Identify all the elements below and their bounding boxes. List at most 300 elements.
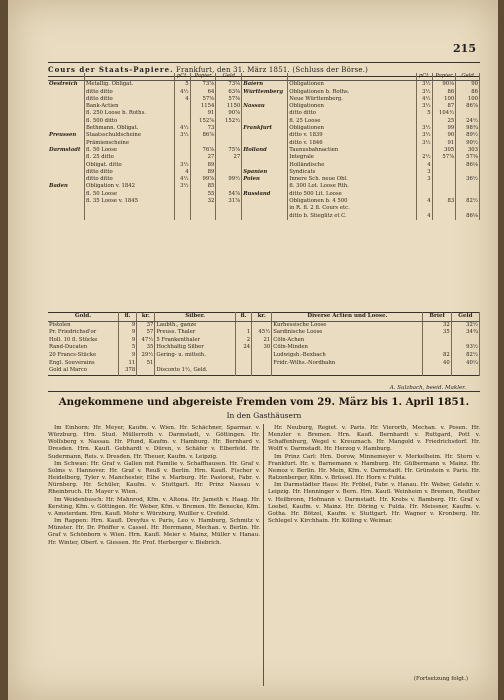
gold-cell: 37 [137,321,155,329]
table-cell: Obligationen [288,125,417,132]
table-cell: Frankfurt [242,125,288,132]
table-row [48,183,480,190]
table-cell [242,132,288,139]
table-cell [216,125,242,132]
table-cell: 4 [417,162,432,169]
table-cell: fl. 500 ditto [84,118,174,125]
arrivals-heading: Angekommene und abgereiste Fremden vom 29. März bis 1. April 1851. [58,396,470,408]
table-cell: 91 [432,140,456,147]
gold-cell: 35 [423,329,451,337]
table-cell [242,96,288,103]
table-cell: ditto ditto [84,89,174,96]
gold-cell: 9 [119,337,137,345]
table-cell [175,118,190,125]
table-row [48,205,480,212]
arrivals-paragraph: Hr. Neuburg, Regiet. v. Paris. Hr. Vierorth, Mechan. v. Posen. Hr. Menzler v. Bremen. Hrn. Kaufl. Bernhardt v. Ruttgard, Pott v. Schaffenburg, Wegel v. Kreuznach. Hr. Mangold v. Friedrichsdorf. Hr. Wolff v. Darmstadt. Hr. Herzog v. Hamburg. [268,425,480,453]
gold-row [48,337,480,345]
table-cell: Obligationen [288,103,417,110]
table-cell [48,213,84,220]
gold-header-cell: Diverse Actien und Loose. [272,313,423,322]
table-cell [48,162,84,169]
table-cell: 63⅜ [216,89,242,96]
table-cell [242,154,288,161]
gold-silver-table [48,312,480,376]
table-cell: 54⅞ [216,191,242,198]
arrivals-paragraph: Im Prinz Carl: Hrn. Dorow, Minnemeyer v. Merkelheim. Hr. Stern v. Frankfurt. Hr. v. Barnemann v. Hamburg. Hr. Gülbermann v. Mainz. Hr. Nemoz v. Berlin. Hr. Mein, Kfm. v. Darmstadt. Hr. Grünstein v. Paris. Hr. Ratzenberger, Kfm. v. Brüssel. Hr. Horn v. Fulda. [268,453,480,482]
gold-cell: Rand-Ducaten [48,344,119,352]
table-row [48,154,480,161]
table-cell: 86⅞ [456,103,480,110]
table-cell [48,125,84,132]
gold-cell: 5 [119,344,137,352]
table-cell: 3½ [417,89,432,96]
table-cell: 152½ [216,118,242,125]
table-cell: ditto ditto [84,169,174,176]
table-cell: Syndicats [288,169,417,176]
table-cell [48,103,84,110]
gold-cell: Cöln-Minden [272,344,423,352]
table-row [48,81,480,89]
table-cell [417,183,432,190]
gold-cell [451,367,479,375]
table-cell: 76⅞ [190,147,216,154]
table-cell: fl. 25 Loose [288,118,417,125]
table-cell [190,213,216,220]
table-cell [456,205,480,212]
table-cell: 3 [417,176,432,183]
table-cell: 4 [175,169,190,176]
table-cell: 3½ [417,140,432,147]
table-row [48,140,480,147]
gold-cell: Engl. Souverains [48,360,119,368]
table-cell [242,205,288,212]
table-cell [242,140,288,147]
gold-cell [137,367,155,375]
gold-cell [423,367,451,375]
gold-cell: 9 [119,329,137,337]
table-cell: 5 [175,81,190,89]
table-cell: Nassau [242,103,288,110]
table-cell [175,198,190,205]
table-cell: 73 [190,125,216,132]
table-cell: 99⅞ [190,176,216,183]
table-cell: 89½ [456,132,480,139]
table-cell [190,140,216,147]
table-cell: 98¾ [456,125,480,132]
gold-header-cell: fl. [119,313,137,322]
arrivals-column-left [48,425,260,547]
table-row [48,89,480,96]
gold-cell: 82 [423,352,451,360]
gold-cell: 35 [137,344,155,352]
table-row [48,198,480,205]
table-cell: 86 [456,89,480,96]
table-header-cell: pCt. [417,73,432,81]
table-cell [48,96,84,103]
gold-cell [423,344,451,352]
table-cell: Holland [242,147,288,154]
gold-header-cell: Silber. [155,313,236,322]
table-cell: Darmstadt [48,147,84,154]
table-row [48,103,480,110]
table-cell: ditto ditto [288,110,417,117]
gold-header-cell: Geld [451,313,479,322]
gold-cell: 45½ [252,329,272,337]
table-cell: 91 [190,110,216,117]
table-cell: 4½ [417,96,432,103]
gold-cell [235,321,251,329]
table-cell: Baiern [242,81,288,89]
table-cell [175,110,190,117]
table-cell: 4 [417,198,432,205]
gold-cell [451,337,479,345]
table-row [48,132,480,139]
gold-cell [252,367,272,375]
gold-cell: 21 [252,337,272,345]
state-papers-table [48,73,480,220]
table-cell [432,183,456,190]
table-cell [48,140,84,147]
table-cell: ditto 500 Lit. Loose [288,191,417,198]
table-cell: 100 [456,96,480,103]
table-cell: ditto ditto [84,96,174,103]
table-cell: 75⅞ [216,147,242,154]
table-cell: fl. 35 Loose v. 1845 [84,198,174,205]
gold-cell: Pistolen [48,321,119,329]
table-cell [432,191,456,198]
gold-cell: 51 [137,360,155,368]
table-cell [84,213,174,220]
table-cell [175,103,190,110]
column-divider [263,424,264,686]
table-cell: 86⅞ [190,132,216,139]
table-row [48,169,480,176]
gold-row [48,321,480,329]
table-cell: ditto b. Stieglitz et C. [288,213,417,220]
table-header-cell [48,73,84,81]
table-cell [242,213,288,220]
table-cell: 24½ [456,118,480,125]
table-cell [432,162,456,169]
table-cell [48,176,84,183]
gold-cell: Preuss. Thaler [155,329,236,337]
table-cell: Baden [48,183,84,190]
gold-cell: 1 [235,329,251,337]
table-cell: Bank-Actien [84,103,174,110]
gold-cell: Ludwigsh.-Bexbach [272,352,423,360]
table-cell [417,147,432,154]
table-header-cell [242,73,288,81]
table-header-cell: pCt. [175,73,190,81]
table-cell: 100 [432,96,456,103]
table-cell [216,213,242,220]
arrivals-paragraph: Im Darmstädter Haus: Hr. Fröbel, Fabr. v. Hanau. Hr. Weber, Gelehr. v. Leipzig. Hr. Henninger v. Bern. Hrn. Kaufl. Weinheim v. Bremen, Reuther v. Heilbronn, Hofmann v. Darmstadt. Hr. Krebs v. Bamberg. Hr. Graf v. Loebel, Kaufm. v. Mainz. Hr. Döring v. Fulda. Hr. Meissner, Kaufm. v. Gotha. Hr. Bötzel, Kaufm. v. Stuttgart. Hr. Wagner v. Kronberg. Hr. Schlegel v. Kirchhain. Hr. Kölling v. Weimar. [268,482,480,525]
table-cell: 57⅝ [190,96,216,103]
gold-cell: 93½ [451,344,479,352]
table-cell: 90⅛ [432,81,456,89]
gold-cell: 29½ [137,352,155,360]
table-cell: Obligat. ditto [84,162,174,169]
gold-row [48,352,480,360]
table-cell [175,147,190,154]
table-cell [242,118,288,125]
table-cell: 3½ [417,125,432,132]
arrivals-paragraph: Im Weidenbusch: Hr. Mahnrod, Kfm. v. Altona. Hr. Jameth v. Haag. Hr. Kersting, Kfm. v. Göttingen. Hr. Weber, Kfm. v. Bremen. Hr. Benecke, Kfm. v. Amsterdam. Hrn. Kaufl. Mohr v. Würzburg, Wuiller v. Crefeld. [48,496,260,517]
table-cell: 73⅝ [216,81,242,89]
gold-cell: Hochhaltig Silber [155,344,236,352]
gold-cell: 20 Francs-Stücke [48,352,119,360]
gold-row [48,360,480,368]
table-row [48,162,480,169]
gold-cell: Pr. Friedrichsd'or [48,329,119,337]
table-cell [175,154,190,161]
exchange-date: Frankfurt, den 31. März 1851. [175,66,290,74]
table-row [48,147,480,154]
table-cell: 27 [190,154,216,161]
table-cell: 104½ [432,110,456,117]
table-cell: 3½ [175,162,190,169]
table-cell [242,183,288,190]
table-cell [456,191,480,198]
arrivals-paragraph: Im Rappen: Hrn. Kaufl. Dreyfus v. Paris, Leo v. Hamburg, Schmitz v. Münster. Hr. Dr. Pfeiffer v. Cassel. Hr. Herrmann, Mechan. v. Berlin. Hr. Graf v. Schönborn v. Wien. Hrn. Kaufl. Meier v. Mainz, Müller v. Hanau. Hr. Winter, Oberf. v. Giessen. Hr. Prof. Herberger v. Biebrich. [48,518,260,546]
gold-cell [252,360,272,368]
table-cell: 86⅛ [456,213,480,220]
gold-cell [272,367,423,375]
table-cell: 99 [432,125,456,132]
table-cell [175,140,190,147]
table-header-cell [84,73,174,81]
table-cell: ditto v. 1846 [288,140,417,147]
table-row [48,125,480,132]
gold-cell: Gold al Marco [48,367,119,375]
table-cell: 86⅛ [456,162,480,169]
table-header-cell: Geld [456,73,480,81]
table-cell: 73⅞ [190,81,216,89]
gold-header-cell: kr. [252,313,272,322]
table-cell [84,205,174,212]
table-cell: 82½ [456,198,480,205]
table-cell: 1154 [190,103,216,110]
gold-cell [423,337,451,345]
table-cell: Staatsschuldscheine [84,132,174,139]
table-cell: 64 [190,89,216,96]
table-cell: fl. 250 Loose b. Roths. [84,110,174,117]
table-cell: 89 [190,162,216,169]
table-cell [432,169,456,176]
gold-cell [235,367,251,375]
table-cell: 3½ [417,81,432,89]
table-cell [175,213,190,220]
table-cell: 57⅜ [216,96,242,103]
table-cell: 90⅞ [216,110,242,117]
table-cell: 36½ [456,176,480,183]
table-cell: 3½ [417,132,432,139]
gold-cell [252,352,272,360]
gold-cell: 47½ [137,337,155,345]
table-cell: 303 [456,147,480,154]
gold-header-cell: Brief [423,313,451,322]
table-cell: 3 [417,169,432,176]
table-cell: 85 [190,183,216,190]
gold-cell: Laubth., ganze [155,321,236,329]
table-cell: 90 [432,132,456,139]
table-cell: 152⅞ [190,118,216,125]
table-cell: 86 [432,89,456,96]
table-cell: 2½ [417,154,432,161]
table-cell [48,118,84,125]
table-cell: 4½ [175,125,190,132]
table-cell: 90½ [456,140,480,147]
gold-cell: 2 [235,337,251,345]
gold-cell: 82½ [451,352,479,360]
table-cell: 25 [432,118,456,125]
gold-cell: 24 [235,344,251,352]
table-cell [216,183,242,190]
table-cell: Württemberg [242,89,288,96]
table-cell: Innere Sch. neue Obl. [288,176,417,183]
table-cell: 4½ [175,89,190,96]
table-cell [417,118,432,125]
table-cell [432,176,456,183]
gold-cell: 32½ [451,321,479,329]
arrivals-paragraph: Im Einhorn: Hr. Meyer, Kaufm. v. Wien. Hr. Schächner, Sparmar. v. Würzburg. Hrn. Stud. Müllerroth v. Darmstadt, v. Göttingen. Hr. Wolfsberg v. Nassau. Hr. Pfund, Kaufm. v. Hamburg. Hr. Bernhard v. Dresden. Hrn. Kaufl. Gebhardt v. Düren, v. Schäfer v. Elberfeld. Hr. Sudermann, Reis. v. Dresden. Hr. Theuer, Kaufm. v. Leipzig. [48,425,260,460]
table-row [48,118,480,125]
arrivals-column-right [268,425,480,525]
table-row [48,213,480,220]
table-cell: 57⅜ [456,154,480,161]
table-cell: in R. fl. 2 fl. Cours etc. [288,205,417,212]
exchange-title: Cours der Staats-Papiere. [48,65,174,74]
gold-header-cell: Gold. [48,313,119,322]
table-row [48,176,480,183]
gold-cell: Cöln-Achen [272,337,423,345]
gold-cell: Disconto 1½, Geld. [155,367,236,375]
table-cell [456,183,480,190]
table-cell: Spanien [242,169,288,176]
continuation-note: (Fortsetzung folgt.) [413,676,468,682]
gold-row [48,367,480,375]
table-cell: Obligationen b. 4 500 [288,198,417,205]
table-row [48,191,480,198]
table-cell: 305 [432,147,456,154]
table-cell [48,169,84,176]
table-cell: 87 [432,103,456,110]
gold-cell [155,360,236,368]
gold-cell: 34¾ [451,329,479,337]
table-cell: 4 [417,213,432,220]
table-cell: 31⅞ [216,198,242,205]
table-cell: fl. 25 ditto [84,154,174,161]
table-cell: 32 [190,198,216,205]
table-cell [48,110,84,117]
gold-cell: 9 [119,321,137,329]
table-cell [48,191,84,198]
table-cell: Polen [242,176,288,183]
table-cell: 3½ [175,183,190,190]
table-cell: Taunusbahnactien [288,147,417,154]
table-cell [417,191,432,198]
table-cell [190,205,216,212]
table-header-cell: Papier [190,73,216,81]
gold-cell: 30 [252,344,272,352]
table-header-cell: Geld [216,73,242,81]
table-cell [216,140,242,147]
table-cell [242,162,288,169]
gold-cell [235,360,251,368]
table-cell: Holländische [288,162,417,169]
page-number: 215 [453,42,476,55]
table-cell: 3½ [175,132,190,139]
section-rule [48,391,480,392]
gold-cell: 57 [137,329,155,337]
table-row [48,110,480,117]
arrivals-subheading: In den Gasthäusern [226,411,302,420]
gold-row [48,344,480,352]
table-cell [242,110,288,117]
table-cell [48,198,84,205]
table-cell [48,89,84,96]
table-header-cell [288,73,417,81]
gold-cell: Sardinische Loose [272,329,423,337]
gold-cell [235,352,251,360]
table-cell: 90 [456,81,480,89]
gold-cell: Fridr.-Wilhs.-Nordbahn [272,360,423,368]
table-row [48,96,480,103]
table-cell: Metallig. Obligat. [84,81,174,89]
document-page [8,0,498,700]
exchange-note: (Schluss der Börse.) [292,66,369,74]
table-cell: 55 [190,191,216,198]
table-cell: Obligation v. 1842 [84,183,174,190]
table-cell: 89 [190,169,216,176]
table-cell [175,191,190,198]
table-cell [432,205,456,212]
table-cell: Integrale [288,154,417,161]
table-cell: ditto v. 1839 [288,132,417,139]
gold-header-cell: fl. [235,313,251,322]
gold-cell: 378 [119,367,137,375]
gold-cell: 5 Frankenthaler [155,337,236,345]
table-cell: Obligationen b. Roths. [288,89,417,96]
gold-cell: Holl. 10 fl. Stücke [48,337,119,345]
gold-cell: Kurhessische Loose [272,321,423,329]
table-cell: Preussen [48,132,84,139]
table-cell [175,205,190,212]
table-cell [242,198,288,205]
table-cell: 3½ [417,103,432,110]
table-cell: Prämienscheine [84,140,174,147]
gold-header-cell: kr. [137,313,155,322]
table-cell [48,154,84,161]
table-cell [216,132,242,139]
table-cell [456,169,480,176]
table-cell: 4½ [175,176,190,183]
table-cell: 57⅞ [432,154,456,161]
table-cell [48,205,84,212]
table-cell [417,205,432,212]
gold-cell: 32 [423,321,451,329]
table-cell [216,205,242,212]
table-cell: fl. 50 Loose [84,191,174,198]
table-cell: 4 [175,96,190,103]
table-cell: Obligationen [288,81,417,89]
table-cell: Russland [242,191,288,198]
table-header-cell: Papier [432,73,456,81]
table-cell: 5 [417,110,432,117]
table-cell: 99½ [216,176,242,183]
gold-cell: 40¼ [451,360,479,368]
table-cell: 27 [216,154,242,161]
